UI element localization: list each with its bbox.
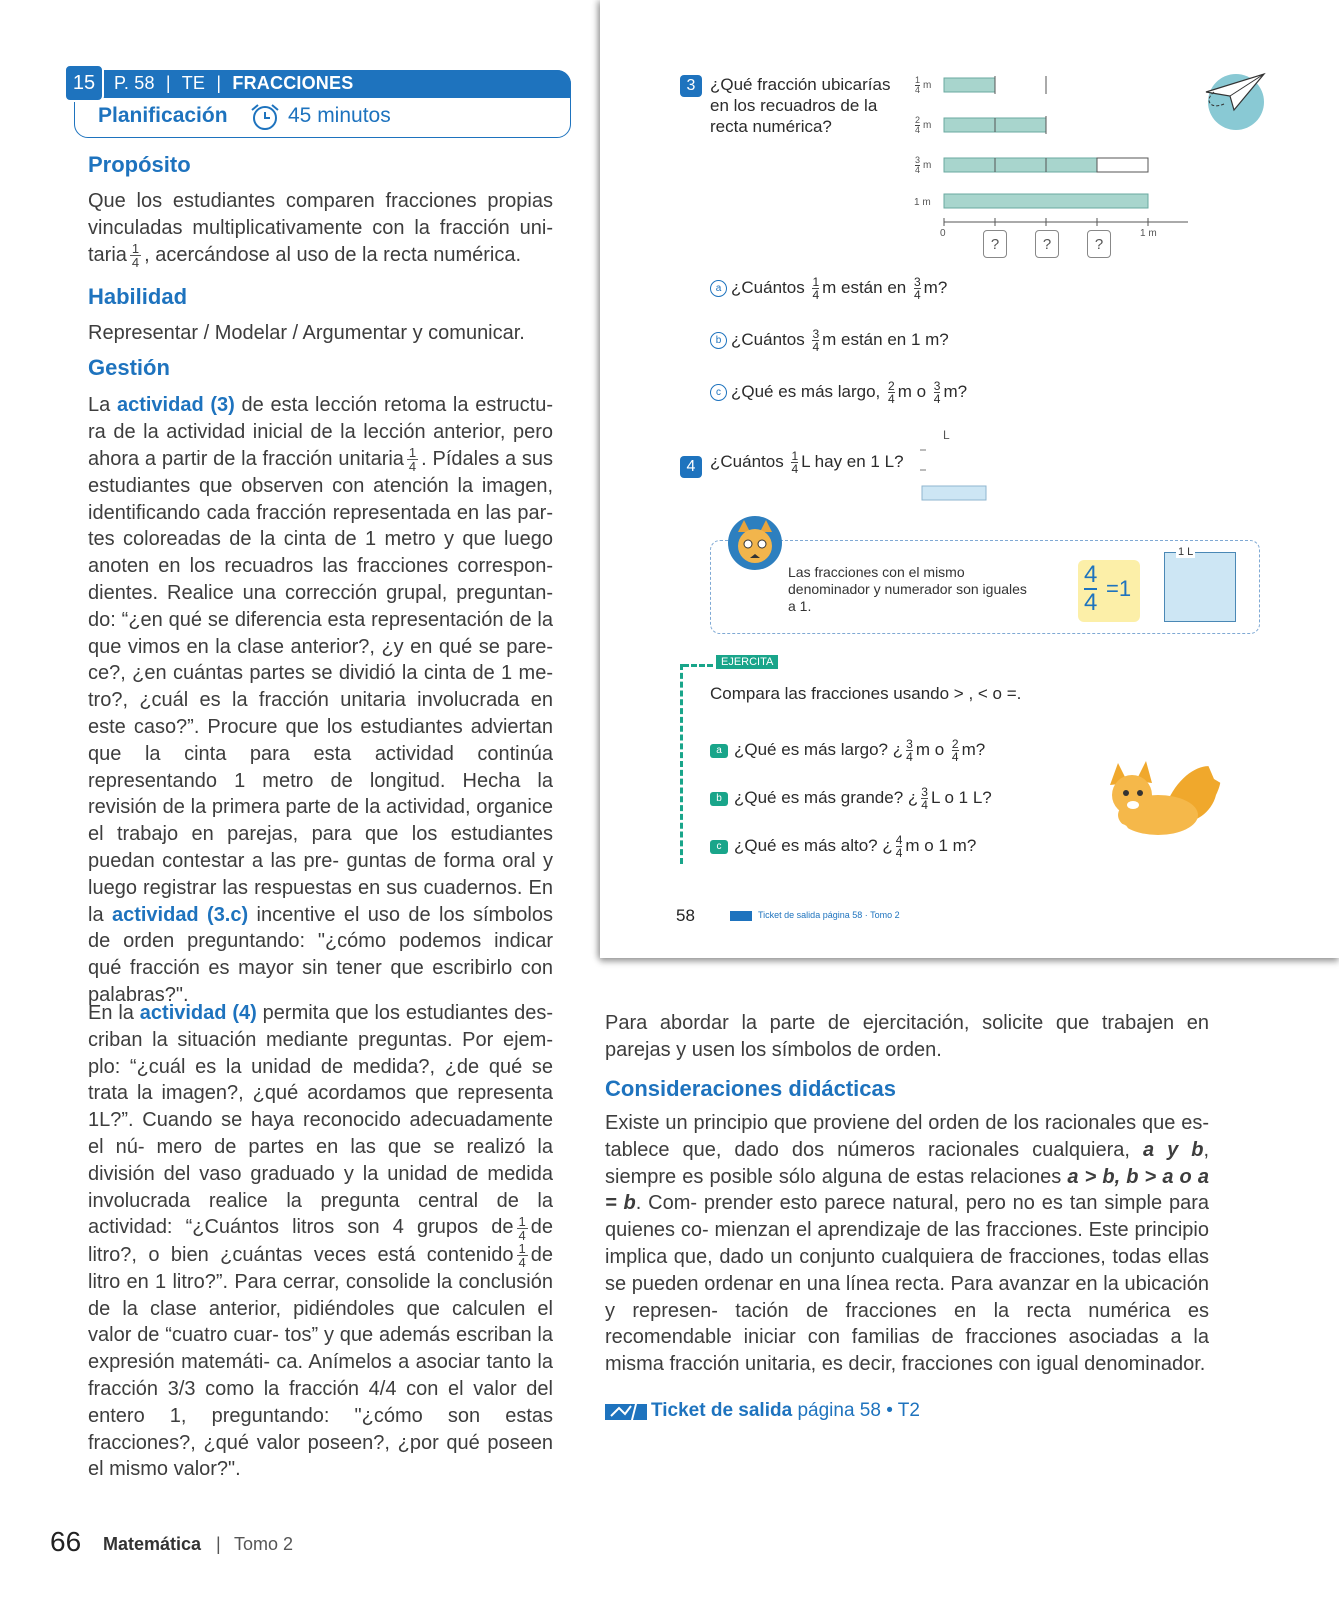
question-3-text: ¿Qué fracción ubicarías en los recuadros de la recta numérica? <box>710 75 891 136</box>
bar-label-2: $\frac{2}{4}$ m <box>915 115 932 135</box>
compare-instruction: Compara las fracciones usando > , < o =. <box>710 684 1022 703</box>
one-liter-label: 1 L <box>1178 546 1194 558</box>
question-4-badge: 4 <box>680 456 702 478</box>
number-line-bars <box>930 70 1200 240</box>
exercise-b: b ¿Qué es más grande? ¿ $\frac{3}{4}$ L o 1 L? <box>710 786 992 811</box>
liter-container <box>1164 552 1236 622</box>
page-ref: P. 58 <box>114 73 155 93</box>
ticket-icon-small <box>730 911 752 921</box>
bar-label-whole: 1 m <box>914 197 931 208</box>
bar-label-3: $\frac{3}{4}$ m <box>915 155 932 175</box>
tip-equals-one: =1 <box>1106 576 1132 601</box>
question-3a: a ¿Cuántos $\frac{1}{4}$ m están en $\frac{3}{4}$ m? <box>710 276 947 301</box>
question-3c: c ¿Qué es más largo, $\frac{2}{4}$ m o $\frac{3}{4}$ m? <box>710 380 967 405</box>
management-title: Gestión <box>88 355 170 380</box>
page-number: 66 <box>50 1526 82 1557</box>
ticket-icon <box>605 1402 647 1422</box>
footer-subject: Matemática <box>103 1534 202 1554</box>
axis-zero-label: 0 <box>940 228 946 239</box>
liter-label: L <box>943 428 950 442</box>
header-line: P. 58 | TE | FRACCIONES <box>114 73 354 93</box>
exercise-c: c ¿Qué es más alto? ¿ $\frac{4}{4}$ m o 1 m? <box>710 834 976 859</box>
answer-box-1[interactable]: ? <box>983 230 1007 258</box>
footer-volume: Tomo 2 <box>234 1534 294 1554</box>
planning-label: Planificación <box>98 104 228 127</box>
question-4-text: ¿Cuántos $\frac{1}{4}$ L hay en 1 L? <box>710 449 904 476</box>
question-3b: b ¿Cuántos $\frac{3}{4}$ m están en 1 m? <box>710 328 949 353</box>
exercise-a: a ¿Qué es más largo? ¿ $\frac{3}{4}$ m o $\frac{2}{4}$ m? <box>710 738 985 763</box>
purpose-text: Que los estudiantes comparen fracciones propias vinculadas multiplicativamente con la fracción uni- taria $\frac{1}{4}$ , acercándose al uso de la recta numérica. <box>88 190 553 270</box>
exit-ticket-link[interactable]: Ticket de salida página 58 • T2 <box>651 1400 920 1421</box>
te-label: TE <box>181 73 206 93</box>
answer-box-3[interactable]: ? <box>1087 230 1111 258</box>
tip-fraction: 4 4 <box>1084 561 1098 616</box>
purpose-title: Propósito <box>88 152 191 177</box>
axis-one-label: 1 m <box>1140 228 1157 239</box>
exercise-note: Para abordar la parte de ejercitación, solicite que trabajen en parejas y usen los símbolos de orden. <box>605 1012 1209 1061</box>
considerations-text: Existe un principio que proviene del orden de los racionales que es- tablece que, dado dos números racionales cualquiera, a y b, siempre es posible sólo alguna de estas relaciones a > b, b > a o a = b. Com- prender esto parece natural, pero no es tan simple para quienes co- mienzan el aprendizaje de las fracciones. Este principio implica que, dado un conjunto cualquiera de fracciones, todas ellas se pueden ordenar en una línea recta. Para avanzar en la ubicación y represen- tación de fracciones en la recta numérica es recomendable iniciar con familias de fracciones asociadas a la misma fracción unitaria, es decir, fracciones con igual denominador. <box>605 1112 1209 1376</box>
book-ticket-note: Ticket de salida página 58 · Tomo 2 <box>758 910 900 920</box>
ejercita-label: EJERCITA <box>716 655 778 669</box>
skill-title: Habilidad <box>88 284 188 309</box>
bar-label-1: $\frac{1}{4}$ m <box>915 75 932 95</box>
tip-text: Las fracciones con el mismo denominador y numerador son iguales a 1. <box>788 564 1027 614</box>
management-paragraph-2: En la actividad (4) permita que los estudiantes des- criban la situación mediante preguntas. Por ejem- plo: “¿cuál es la unidad de medida?, ¿de qué se trata la imagen?, ¿qué acordamos que representa 1L?”. Cuando se haya reconocido adecuadamente el nú- mero de partes en las que se realizó la división del vaso graduado y la unidad de medida involucrada realice la pregunta central de la actividad: “¿Cuántos litros son 4 grupos de $\frac{1}{4}$ de litro?, o bien ¿cuántas veces está contenido $\frac{1}{4}$ de litro en 1 litro?”. Para cerrar, consolide la conclusión de la clase anterior, pidiéndoles que calculen el valor de “cuatro cuar- tos” y que además escriban la expresión matemáti- ca. Anímelos a asociar tanto la fracción 3/3 como la fracción 4/4 con el valor del entero 1, preguntando: "¿cómo son estas fracciones?, ¿qué valor poseen?, ¿por qué poseen el mismo valor?". <box>88 1002 553 1481</box>
topic-label: FRACCIONES <box>232 73 354 93</box>
book-page-number: 58 <box>676 906 695 925</box>
fox-teacher-icon <box>726 514 784 572</box>
paper-plane-icon <box>1200 70 1272 132</box>
fraction-one-quarter: $\frac{1}{4}$ <box>131 240 140 270</box>
considerations-title: Consideraciones didácticas <box>605 1076 896 1101</box>
footer-separator: | <box>216 1534 221 1554</box>
management-paragraph-1: La actividad (3) de esta lección retoma la estructu- ra de la actividad inicial de la lección anterior, pero ahora a partir de la fracción unitaria $\frac{1}{4}$ . Pídales a sus estudiantes que observen con atención la imagen, identificando cada fracción representada en las par- tes coloreadas de la cinta de 1 metro y que luego anoten en los recuadros las fracciones correspon- dientes. Realice una corrección grupal, preguntan- do: “¿en qué se diferencia esta representación de la que vimos en la clase anterior?, ¿y en qué se pare- ce?, ¿en cuántas partes se dividió la cinta de 1 me- tro?, ¿cuál es la fracción unitaria involucrada en este caso?”. Procure que los estudiantes adviertan que la cinta para esta actividad continúa representando 1 metro de longitud. Hecha la revisión de la primera parte de la actividad, organice el trabajo en parejas, para que los estudiantes puedan contestar a las pre- guntas de forma oral y luego registrar las respuestas en sus cuadernos. En la actividad (3.c) incentive el uso de los símbolos de orden preguntando: "¿cómo podemos indicar qué fracción es mayor sin tener que escribirlo con palabras?". <box>88 394 554 1006</box>
answer-box-2[interactable]: ? <box>1035 230 1059 258</box>
lesson-number: 15 <box>64 64 104 102</box>
ejercita-rule <box>680 664 685 864</box>
fox-illustration <box>1096 745 1236 845</box>
ejercita-rule-top <box>683 664 713 667</box>
measuring-glass <box>918 440 988 506</box>
skill-text: Representar / Modelar / Argumentar y comunicar. <box>88 322 525 344</box>
duration-label: 45 minutos <box>288 104 391 127</box>
alarm-clock-icon <box>248 102 282 132</box>
question-3-badge: 3 <box>680 75 702 97</box>
